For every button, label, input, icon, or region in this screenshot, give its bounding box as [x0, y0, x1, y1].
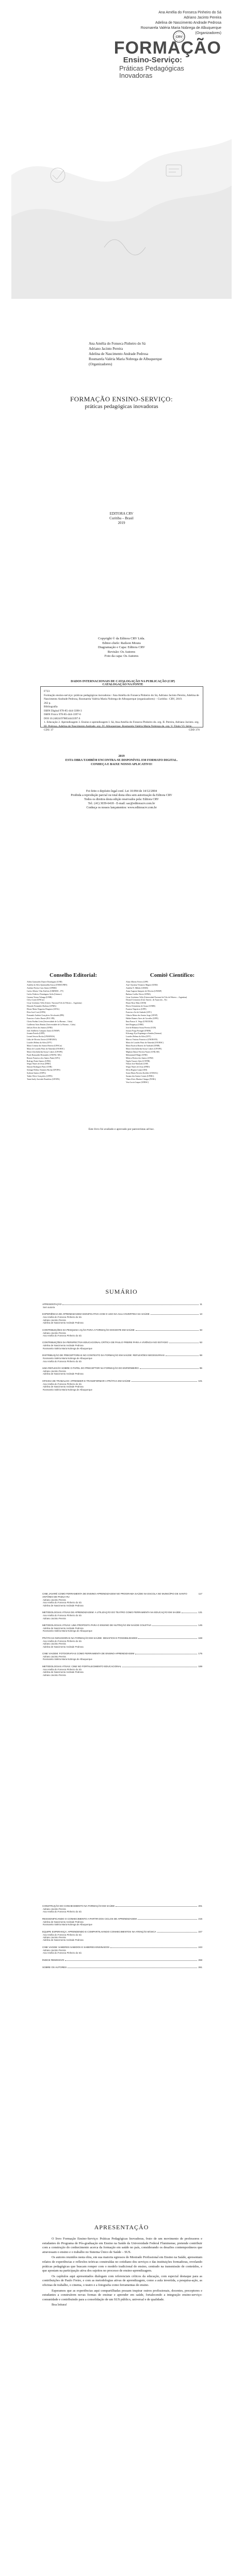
author-name: Adelina de Nascimento Andrade Pedrosa: [89, 352, 149, 356]
toc-page-number: 69: [199, 1354, 202, 1357]
toc-entry-title: CINE VIAGEM: FOTOGRAFIAS COMO FERRAMENTA DE ENSINO-APRENDIZAGEM: [42, 1652, 135, 1655]
toc-leader-dots: [110, 1945, 197, 1948]
cover-authors: [87, 10, 221, 36]
toc-page-number: 261: [198, 1965, 202, 1969]
cover-subtitle: Ensino-Serviço:: [123, 56, 182, 64]
scientific-committee-member: Suzana dos Santos Gomes (UFMG): [126, 1075, 154, 1078]
toc-entry-author: Ana Amélia do Fonseca Pinheiro do Sá: [43, 1952, 82, 1955]
editorial-council-member: Maria Lília Imbiriba Sousa Colares (UFOPA): [27, 1050, 63, 1053]
editorial-council-member: Rodrigo Pratte-Santos (UFES): [27, 1060, 51, 1062]
catalog-code: F723: [44, 690, 50, 693]
toc-entry-title: CONTRIBUIÇÕES DA PESQUISA-AÇÃO PARA A FORMAÇÃO DOCENTE EM SAÚDE: [42, 1328, 135, 1331]
catalog-isbn-physical: ISBN Físico 978-85-444-3397-6: [44, 713, 81, 716]
scientific-committee-member: Altair Alberto Fávero (UPF): [126, 981, 149, 983]
toc-entry-title: RESSIGNIFICANDO O CONHECIMENTO A PARTIR DOS CICLOS DE APRENDIZAGEM: [42, 1917, 137, 1920]
legal-line: Tel.: (41) 3039-6418 - E-mail: sac@editoracrv.com.br: [88, 802, 155, 805]
scientific-committee-member: Maria Eurácia Barreto de Andrade (UFRB): [126, 1045, 160, 1047]
cover-author: Adriano Jacinto Pereira: [184, 16, 221, 20]
toc-title: SUMÁRIO: [105, 1288, 138, 1295]
toc-entry[interactable]: [42, 1930, 202, 1942]
toc-entry-title: CONTRIBUIÇÕES DA PERSPECTIVA EDUCACIONAL CRÍTICA DE PAULO FREIRE PARA A VIVÊNCIA NO ESTÁGIO: [42, 1341, 168, 1344]
toc-entry-line: [42, 1623, 202, 1627]
toc-page-number: 159: [198, 1636, 202, 1639]
toc-page-number: 117: [198, 1592, 202, 1595]
scientific-committee-member: Nilson José Machado (USP): [126, 1063, 149, 1065]
toc-leader-dots: [65, 1958, 197, 1961]
author-name: Rosmarela Valéria Maria Nobrega de Albuquerque: [89, 357, 162, 361]
toc-entry-author: Adelina de Nascimento Andrade Pedrosa: [43, 1321, 84, 1325]
toc-leader-dots: [151, 1312, 199, 1315]
toc-entry-author: Ana Amélia do Fonseca Pinheiro do Sá: [43, 1601, 82, 1604]
toc-entry-line: [42, 1302, 202, 1306]
toc-entry-line: [42, 1904, 202, 1908]
toc-page-number: 201: [198, 1905, 202, 1907]
catalog-cdd: CDD 370: [188, 728, 200, 732]
toc-entry[interactable]: [42, 1958, 202, 1962]
toc-leader-dots: [138, 1917, 197, 1920]
editorial-council-member: Elione Maria Nogueira Diogenes (UFAL): [27, 1008, 60, 1011]
toc-entry-author: Adriano Jacinto Pereira: [43, 1599, 66, 1601]
toc-entry[interactable]: [42, 1623, 202, 1633]
scientific-committee-member: Francisco Ari de Andrade (UFC): [126, 1011, 152, 1014]
scientific-committee-member: Gláucia Maria dos Santos Jorge (UFOP): [126, 1014, 158, 1016]
cover-author: Adelina de Nascimento Andrade Pedrosa: [155, 21, 221, 25]
editorial-council-member: Tania Suely Azevedo Brasileiro (UFOPA): [27, 1078, 60, 1080]
toc-leader-dots: [62, 1302, 199, 1305]
toc-entry-author: Sem autoria: [43, 1306, 55, 1309]
toc-page-number: 243: [198, 1945, 202, 1948]
editorial-council-member: Renato Francisco dos Santos Paula (UFG): [27, 1057, 60, 1059]
toc-entry-author: Adelina de Nascimento Andrade Pedrosa: [43, 1627, 84, 1630]
toc-entry-author: Adriano Jacinto Pereira: [43, 1617, 66, 1620]
toc-entry-title: CINE JAVARÉ COMO FERRAMENTA DE ENSINO-APRENDIZAGEM NO PROGRAMA SAÚDE NA ESCOLA NO MUNICÍPIO DE SANTO ANTÔNIO DE PADUA-RJ: [42, 1592, 187, 1598]
toc-entry-title: SOBRE OS AUTORES: [42, 1965, 67, 1969]
toc-entry-title: OFICINA DE TRABALHO: APRENDER E TRANSFORMAR A PRÁTICA EM SAÚDE: [42, 1379, 131, 1382]
toc-entry-author: Rosmarela Valéria Maria Nobrega de Albuquerque: [43, 1347, 92, 1350]
toc-entry-title: METODOLOGIAS ATIVAS DE APRENDIZAGEM: A UTILIZAÇÃO DO TEATRO COMO FERRAMENTA NA EDUCAÇÃO EM SAÚDE: [42, 1611, 181, 1614]
toc-entry-author: Rosmarela Valéria Maria Nobrega de Albuquerque: [43, 1658, 92, 1661]
scientific-committee-member: Vânia Alves Martins Chaigar (FURG): [126, 1078, 156, 1080]
toc-entry-author: Adelina de Nascimento Andrade Pedrosa: [43, 1372, 84, 1376]
scientific-committee-member: Marcos Vinicius Francisco (UNOESTE): [126, 1039, 158, 1041]
catalog-pages: 262 p.: [44, 701, 51, 705]
editorial-council-member: Leonel Severo Rocha (UNISINOS): [27, 1036, 55, 1038]
toc-entry-author: Rosmarela Valéria Maria Nobrega de Albuquerque: [43, 1357, 92, 1360]
toc-entry-title: EQUIPE ESPERANÇA: APRENDENDO E COMPARTILHANDO CONHECIMENTOS NA ATENÇÃO BÁSICA: [42, 1930, 156, 1933]
scientific-committee-list: [126, 981, 219, 1084]
presentation-paragraph: Os autores reunidos nesta obra, em sua maioria egressos do Mestrado Profissional em Ensino na Saúde, apresentam relatos de experiências e reflexões teóricas construídas no cotidiano dos serviços e das instituições formadoras, revelando práticas pedagógicas que buscam romper com o modelo tradicional de ensino, centrado na transmissão de conteúdos, e que apostam na participação ativa dos sujeitos no processo de ensino-aprendizagem.: [42, 2256, 202, 2273]
toc-leader-dots: [157, 1930, 198, 1933]
copyright-header: [11, 637, 232, 659]
scientific-committee-member: José de Ribamar Sousa Pereira (UCB): [126, 1026, 156, 1029]
scientific-committee-member: Sonia Maria Ferreira Koehler (UNISAL): [126, 1072, 158, 1075]
toc-entry-author: Ana Amélia do Fonseca Pinheiro do Sá: [43, 1668, 82, 1671]
toc-entry[interactable]: [42, 1917, 202, 1926]
legal-line: Foi feito o depósito legal conf. Lei 10.994 de 14/12/2004: [86, 790, 157, 793]
toc-entry-title: METODOLOGIAS ATIVAS: CINE NO FORTALECIMENTO EDUCACIONAL: [42, 1665, 122, 1668]
toc-entry[interactable]: [42, 1965, 202, 1969]
editorial-council-list: [27, 981, 120, 1081]
toc-entry[interactable]: [42, 1302, 202, 1309]
scientific-committee-member: Ana Chrystina Venancio Mignot (UERJ): [126, 984, 158, 986]
toc-entry[interactable]: [42, 1592, 202, 1607]
copyright-line: Diagramação e Capa: Editora CRV: [98, 646, 145, 649]
copyright-line: Revisão: Os Autores: [107, 650, 136, 654]
toc-entry-title: METODOLOGIAS ATIVAS: UMA PROPOSTA PARA O ENSINO DE NUTRIÇÃO EM SAÚDE COLETIVA: [42, 1624, 152, 1627]
scientific-committee-member: Elizeu Clementino de Souza (UNEB): [126, 1005, 155, 1008]
scientific-committee-member: Míghian Danae Ferreira Nunes (UNILAB): [126, 1050, 159, 1053]
toc-entry-author: Adelina de Nascimento Andrade Pedrosa: [43, 1645, 84, 1648]
toc-entry-author: Rosmarela Valéria Maria Nobrega de Albuquerque: [43, 1630, 92, 1633]
cover-author: Ana Amélia do Fonseca Pinheiro do Sá: [158, 11, 221, 14]
cover-illustration: [11, 113, 232, 299]
scientific-committee-member: Najela Tavares Ujiie (UTFPR): [126, 1060, 150, 1062]
editorial-council-member: Celso Conti (UFSCar): [27, 999, 44, 1002]
toc-entry-author: Adriano Jacinto Pereira: [43, 1642, 66, 1646]
scientific-committee-member: Sérgio Nunes de Jesus (IFRO): [126, 1066, 150, 1069]
author-name: (Organizadores): [89, 362, 112, 366]
toc-page-3: [11, 1875, 232, 2184]
toc-entry-author: Adriano Jacinto Pereira: [43, 1948, 66, 1952]
editorial-council-member: Jailson Alves dos Santos (UFRJ): [27, 1026, 53, 1029]
catalog-cdu: CDU 37: [44, 728, 54, 732]
toc-entry-author: Ana Amélia do Fonseca Pinheiro do Sá: [43, 1614, 82, 1617]
copyright-page: [11, 625, 232, 935]
toc-entry-line: [42, 1379, 202, 1383]
presentation-paragraph: Esperamos que as experiências aqui compartilhadas possam inspirar outros profissionais, docentes, preceptores e estudantes a construírem novas formas de ensinar e aprender em saúde, fortalecendo a integração ensino-serviço-comunidade e contribuindo para a consolidação de um SUS público, universal e de qualidade.: [42, 2289, 202, 2301]
toc-entry-author: Adriano Jacinto Pereira: [43, 1370, 66, 1373]
toc-entry-title: APRESENTAÇÃO: [42, 1303, 62, 1306]
presentation-title: APRESENTAÇÃO: [94, 2224, 149, 2231]
toc-entry-author: Adriano Jacinto Pereira: [43, 1331, 66, 1334]
toc-entry[interactable]: [42, 1328, 202, 1337]
toc-entry-title: PRÁTICAS INOVADORAS NA FORMAÇÃO EM SAÚDE: DESAFIOS E POSSIBILIDADES: [42, 1636, 138, 1639]
editorial-council-member: Carmen Tereza Velanga (UNIR): [27, 996, 52, 998]
catalog-doi: DOI 10.24824/978854443397.6: [44, 717, 80, 720]
toc-entry-line: [42, 1652, 202, 1655]
presentation-paragraph: O livro Formação Ensino-Serviço: Práticas Pedagógicas Inovadoras, fruto de um movimento de professores e estudantes do Programa de Pós-graduação em Ensino na Saúde da Universidade Federal Fluminense, pretende contribuir com a construção do conhecimento acerca da formação em saúde no país, considerando os desafios contemporâneos que atravessam o ensino e o trabalho no Sistema Único de Saúde – SUS.: [42, 2237, 202, 2254]
scientific-committee-member: Andréia N. Militão (UEMS): [126, 987, 149, 989]
scientific-committee-member: Anna Augusta Sampaio de Oliveira (UNESP): [126, 990, 162, 992]
copyright-line: Foto da capa: Os Autores: [104, 654, 139, 658]
toc-entry-line: [42, 1328, 202, 1332]
toc-leader-dots: [116, 1904, 197, 1907]
editorial-council-member: Cesar Gerónimo Tello (Univer. Nacional Três de Febrero – Argentina): [27, 1002, 82, 1005]
author-name: Ana Amélia do Fonseca Pinheiro do Sá: [89, 342, 146, 346]
toc-entry-author: Adelina de Nascimento Andrade Pedrosa: [43, 1671, 84, 1674]
catalog-bibliography: Bibliografia: [44, 705, 58, 708]
editorial-council-member: Andréia da Silva Quintanilha Sousa (UNIR/UFRN): [27, 984, 68, 986]
toc-list: [42, 1904, 202, 1973]
author-name: Adriano Jacinto Pereira: [89, 347, 123, 351]
legal-line: Todos os direitos desta edição reservados pela: Editora CRV: [84, 798, 159, 801]
toc-leader-dots: [166, 1353, 199, 1356]
editorial-council-member: Guillermo Arias Beatón (Universidade de La Havana – Cuba): [27, 1023, 75, 1026]
toc-page-1: [11, 1251, 232, 1560]
scientific-committee-member: Maria de Lourdes Pinto de Almeida (UNOESC): [126, 1042, 164, 1044]
toc-leader-dots: [132, 1379, 197, 1382]
editorial-council-member: Solange Helena Ximenes-Rocha (UFOPA): [27, 1069, 60, 1072]
toc-leader-dots: [138, 1636, 197, 1639]
toc-entry[interactable]: [42, 1312, 202, 1324]
publisher-year: 2019: [118, 521, 125, 525]
toc-entry[interactable]: [42, 1636, 202, 1648]
scientific-committee: [126, 972, 219, 1084]
toc-entry-line: [42, 1341, 202, 1344]
toc-page-number: 11: [200, 1303, 202, 1306]
toc-page-2: [11, 1563, 232, 1872]
toc-list: [42, 1302, 202, 1395]
editorial-council-member: Gloria Fariñas León (Universidade de La Havana – Cuba): [27, 1020, 73, 1023]
editorial-council-member: Fernando Antônio Gonçalves Alcoforado (IPB): [27, 1014, 64, 1016]
toc-leader-dots: [122, 1665, 197, 1667]
scientific-committee-member: Cesar Gerónimo Tello (Universidad Nacional de Três de Febrero – Argentina): [126, 996, 187, 998]
scientific-committee-member: Silvia Regina Canan (URI): [126, 1069, 148, 1072]
toc-entry-line: [42, 1965, 202, 1969]
editorial-council-member: Élsio José Corá (UFFS): [27, 1011, 46, 1014]
toc-leader-dots: [169, 1341, 199, 1343]
toc-entry-author: Adelina de Nascimento Andrade Pedrosa: [43, 1385, 84, 1388]
editorial-council-member: Simone Rodrigues Pinto (UNB): [27, 1066, 52, 1069]
scientific-committee-title: Comitê Científico:: [150, 972, 195, 978]
toc-entry-author: Adriano Jacinto Pereira: [43, 1936, 66, 1939]
toc-entry-line: [42, 1958, 202, 1962]
toc-entry[interactable]: [42, 1366, 202, 1376]
book-cover: [11, 0, 232, 309]
toc-entry-title: EXPERIÊNCIA DE APRENDIZAGEM SIGNIFICATIVA COM O USO DA AULA INVERTIDA NA SAÚDE: [42, 1313, 150, 1316]
toc-entry-author: Adriano Jacinto Pereira: [43, 1673, 66, 1676]
scientific-committee-member: Barbara Coelho Neves (UFBA): [126, 993, 151, 995]
toc-entry-line: [42, 1930, 202, 1934]
title-page-authors: [89, 341, 192, 367]
copyright-line: Copyright © da Editora CRV Ltda.: [98, 637, 145, 640]
toc-entry[interactable]: [42, 1945, 202, 1955]
editorial-council-member: João Adalberto Campato Junior (UNESP): [27, 1029, 60, 1032]
scientific-committee-member: Fauston Negreiros (UFPI): [126, 1008, 147, 1011]
scientific-committee-member: Kilwangy Kya Kapitango-a-Samba (Unemat): [126, 1032, 162, 1035]
publisher-info: [11, 512, 232, 526]
catalog-subheading: CATALOGAÇÃO NA FONTE: [102, 683, 143, 686]
catalog-subjects: 1. Educação 2. Aprendizagem 3. Ensino e aprendizagem I. Sá, Ana Amélia do Fonseca Pinheiro do. org. II. Pereira, Adriano Jacinto. org. III. Pedrosa, Adelina de Nascimento Andrade. org. IV. Albuquerque, Rosmarela Valéria Maria Nobrega de. org. V. Título VI. Série.: [44, 721, 199, 728]
toc-entry-author: Adelina de Nascimento Andrade Pedrosa: [43, 1604, 84, 1607]
publisher-logo-text: CRV: [175, 36, 183, 39]
scientific-committee-member: Ilma Passos A. Veiga (UNICEUB): [126, 1020, 153, 1023]
toc-entry-author: Ana Amélia do Fonseca Pinheiro do Sá: [43, 1334, 82, 1337]
editorial-council-member: Josania Portela (UFPI): [27, 1032, 45, 1035]
scientific-committee-member: Inês Bragança (UERJ): [126, 1023, 144, 1026]
toc-entry-author: Ana Amélia do Fonseca Pinheiro do Sá: [43, 1360, 82, 1363]
toc-page-number: 145: [198, 1624, 202, 1627]
editorial-council-member: Francisco Carlos Duarte (PUC-PR): [27, 1017, 55, 1020]
toc-page-number: 215: [198, 1917, 202, 1920]
editorial-council-member: Paulo Romualdo Hernandes (UNIFAL-MG): [27, 1054, 62, 1056]
toc-entry-line: [42, 1665, 202, 1668]
toc-page-number: 259: [198, 1958, 202, 1961]
toc-entry-author: Adelina de Nascimento Andrade Pedrosa: [43, 1939, 84, 1942]
editorial-council-member: Tadeu Oliver Gonçalves (UFPA): [27, 1075, 53, 1078]
copyright-line: Editor-chefe: Railson Moura: [102, 641, 141, 645]
toc-entry-author: Ana Amélia do Fonseca Pinheiro do Sá: [43, 1910, 82, 1913]
scientific-committee-member: Vera Lucia Gaspar (UDESC): [126, 1081, 149, 1083]
toc-entry[interactable]: [42, 1652, 202, 1661]
cover-title: FORMAÇÃO: [114, 38, 221, 58]
publisher-name: EDITORA CRV: [109, 512, 134, 516]
presentation-page: [11, 2188, 232, 2576]
toc-page-number: 53: [199, 1341, 202, 1344]
presentation-paragraph: Os capítulos aqui apresentados dialogam com referenciais críticos da educação, com especial destaque para as contribuições de Paulo Freire, e com as metodologias ativas de aprendizagem, como a aula invertida, a pesquisa-ação, as oficinas de trabalho, o cinema, o teatro e a fotografia como ferramentas de ensino.: [42, 2274, 202, 2287]
toc-entry-title: UMA REFLEXÃO SOBRE O PAPEL DO PRECEPTOR NA FORMAÇÃO DO ENFERMEIRO: [42, 1367, 139, 1370]
scientific-committee-member: Mônica Pereira dos Santos (UFRJ): [126, 1057, 153, 1059]
editorial-council-member: Antônio Pereira Gaio Júnior (UFRRJ): [27, 987, 57, 989]
publisher-city: Curitiba – Brasil: [109, 516, 134, 520]
toc-entry-author: Adelina de Nascimento Andrade Pedrosa: [43, 1344, 84, 1347]
toc-entry-title: DISTRIBUIÇÃO DE PRECEPTORIAS NO CONTEXTO DA FORMAÇÃO EM SAÚDE: REFLEXÕES NECESSÁRIAS: [42, 1354, 165, 1357]
notice-year: 2019: [118, 755, 125, 758]
editorial-council-member: Carlos Federico Domínguez Avila (Unieuro): [27, 993, 62, 995]
toc-entry-line: [42, 1611, 202, 1614]
toc-leader-dots: [140, 1366, 199, 1369]
editorial-council: [27, 972, 120, 1081]
toc-entry[interactable]: [42, 1904, 202, 1913]
toc-page-number: 13: [199, 1313, 202, 1316]
editorial-council-title: Conselho Editorial:: [50, 972, 97, 978]
toc-leader-dots: [68, 1965, 197, 1968]
cover-subtitle-2: Práticas Pedagógicas Inovadoras: [119, 64, 184, 79]
notice-line: ESTA OBRA TAMBÉM ENCONTRA-SE DISPONÍVEL EM FORMATO DIGITAL.: [65, 759, 178, 762]
title-page: [11, 313, 232, 622]
toc-page-number: 85: [199, 1367, 202, 1370]
digital-edition-notice: [11, 754, 232, 767]
editorial-council-member: Maria de Lourdes Pinto de Almeida (UNOESC): [27, 1047, 64, 1050]
cover-author: Rosmarela Valéria Maria Nobrega de Albuquerque: [140, 26, 221, 30]
toc-list: [42, 1592, 202, 1680]
editorial-council-member: Eduardo Fernandes Barbosa (UFMG): [27, 1005, 57, 1008]
toc-leader-dots: [136, 1328, 199, 1331]
presentation-text: [42, 2237, 202, 2309]
scientific-committee-member: Lourdes Helena da Silva (UFV): [126, 1036, 151, 1038]
toc-entry-author: Rosmarela Valéria Maria Nobrega de Albuquerque: [43, 1388, 92, 1391]
toc-entry[interactable]: [42, 1353, 202, 1363]
toc-page-number: 189: [198, 1665, 202, 1668]
toc-entry-author: Adriano Jacinto Pereira: [43, 1318, 66, 1321]
toc-entry-author: Ana Amélia do Fonseca Pinheiro do Sá: [43, 1933, 82, 1936]
legal-line: Conheça os nossos lançamentos: www.editoracrv.com.br: [86, 806, 157, 809]
editorial-council-page: [11, 938, 232, 1247]
toc-entry-line: [42, 1353, 202, 1357]
presentation-paragraph: Boa leitura!: [52, 2303, 67, 2307]
legal-notice: [11, 789, 232, 810]
catalog-description: Formação ensino-serviço: práticas pedagógicas inovadoras / Ana Amélia do Fonseca Pinheiro do Sá, Adriano Jacinto Pereira, Adelina de Nascimento Andrade Pedrosa, Rosmarela Valéria Maria Nobrega de Albuquerque (organizadores) – Curitiba : CRV, 2019.: [44, 693, 199, 701]
toc-page-number: 227: [198, 1930, 202, 1933]
toc-entry-author: Adriano Jacinto Pereira: [43, 1655, 66, 1658]
editorial-council-member: Lídia de Oliveira Xavier (UNIEURO): [27, 1039, 57, 1041]
toc-leader-dots: [135, 1652, 197, 1654]
toc-entry-title: ÍNDICE REMISSIVO: [42, 1958, 64, 1961]
scientific-committee-member: Maria Lília Imbiriba Sousa Colares (UFOPA): [126, 1047, 162, 1050]
toc-entry[interactable]: [42, 1611, 202, 1620]
toc-entry-author: Adelina de Nascimento Andrade Pedrosa: [43, 1920, 84, 1923]
toc-entry-title: CINE VAGEM: SABERES SABIDOS E SABERES ENSINADOS: [42, 1945, 110, 1948]
editorial-council-member: Sydione Santos (UEPG): [27, 1072, 46, 1075]
toc-entry-author: Ana Amélia do Fonseca Pinheiro do Sá: [43, 1639, 82, 1642]
editorial-council-member: Aldira Guimarães Duarte Domínguez (UNB): [27, 981, 62, 983]
toc-entry[interactable]: [42, 1379, 202, 1391]
toc-entry-line: [42, 1945, 202, 1949]
scientific-committee-member: Jussara Fraga Portugal (UNEB): [126, 1029, 151, 1032]
toc-entry[interactable]: [42, 1341, 202, 1350]
toc-entry-author: Rosmarela Valéria Maria Nobrega de Albuquerque: [43, 1923, 92, 1926]
notice-line: CONHEÇA E BAIXE NOSSO APLICATIVO!: [90, 763, 153, 766]
catalog-classification: [44, 728, 200, 733]
scientific-committee-member: Helder Buenos Aires de Carvalho (UFPI): [126, 1017, 158, 1020]
editorial-council-member: Sérgio Nunes de Jesus (IFRO): [27, 1063, 51, 1065]
catalog-heading: DADOS INTERNACIONAIS DE CATALOGAÇÃO NA PUBLICAÇÃO (CIP): [71, 680, 175, 683]
toc-entry-line: [42, 1636, 202, 1640]
toc-leader-dots: [182, 1611, 197, 1613]
toc-page-number: 131: [198, 1611, 202, 1614]
scientific-committee-member: Mohammed Elhajji (UFRJ): [126, 1054, 148, 1056]
toc-page-number: 33: [199, 1328, 202, 1331]
toc-entry-line: [42, 1592, 202, 1599]
toc-leader-dots: [152, 1623, 197, 1626]
toc-entry[interactable]: [42, 1665, 202, 1676]
scientific-committee-member: Eliane Rose Maio (UEM): [126, 1002, 147, 1005]
legal-line: Proibida a reprodução parcial ou total desta obra sem autorização da Editora CRV: [71, 794, 172, 797]
editorial-council-member: Carlos Alberto Vilar Estêvão (UMINHO – PT): [27, 990, 63, 992]
toc-entry-author: Ana Amélia do Fonseca Pinheiro do Sá: [43, 1382, 82, 1385]
catalog-title: [40, 680, 205, 686]
cover-author: (Organizadores): [195, 31, 221, 35]
toc-page-number: 175: [198, 1652, 202, 1655]
scientific-committee-member: Diosnel Centurion (Univ Americ. de Asunción – Py): [126, 999, 167, 1002]
catalog-card: [40, 686, 203, 732]
toc-entry-line: [42, 1917, 202, 1921]
toc-page-number: 101: [198, 1379, 202, 1382]
catalog-isbn-digital: ISBN Digital 978-85-444-3398-3: [44, 709, 82, 713]
editorial-council-member: Maria Cristina dos Santos Bezerra (UFSCar): [27, 1045, 62, 1047]
book-subtitle: práticas pedagógicas inovadoras: [85, 403, 158, 410]
toc-entry-author: Adriano Jacinto Pereira: [43, 1908, 66, 1910]
editorial-council-member: Lourdes Helena da Silva (UFV): [27, 1042, 52, 1044]
book-title: FORMAÇÃO ENSINO-SERVIÇO:: [70, 395, 173, 403]
peer-review-note: Este livro foi avaliado e aprovado por pareceristas ad hoc.: [88, 1128, 155, 1131]
toc-entry-title: CONSTRUÇÃO DO CONHECIMENTO NA FORMAÇÃO EM SAÚDE: [42, 1905, 115, 1907]
toc-entry-author: Ana Amélia do Fonseca Pinheiro do Sá: [43, 1316, 82, 1319]
